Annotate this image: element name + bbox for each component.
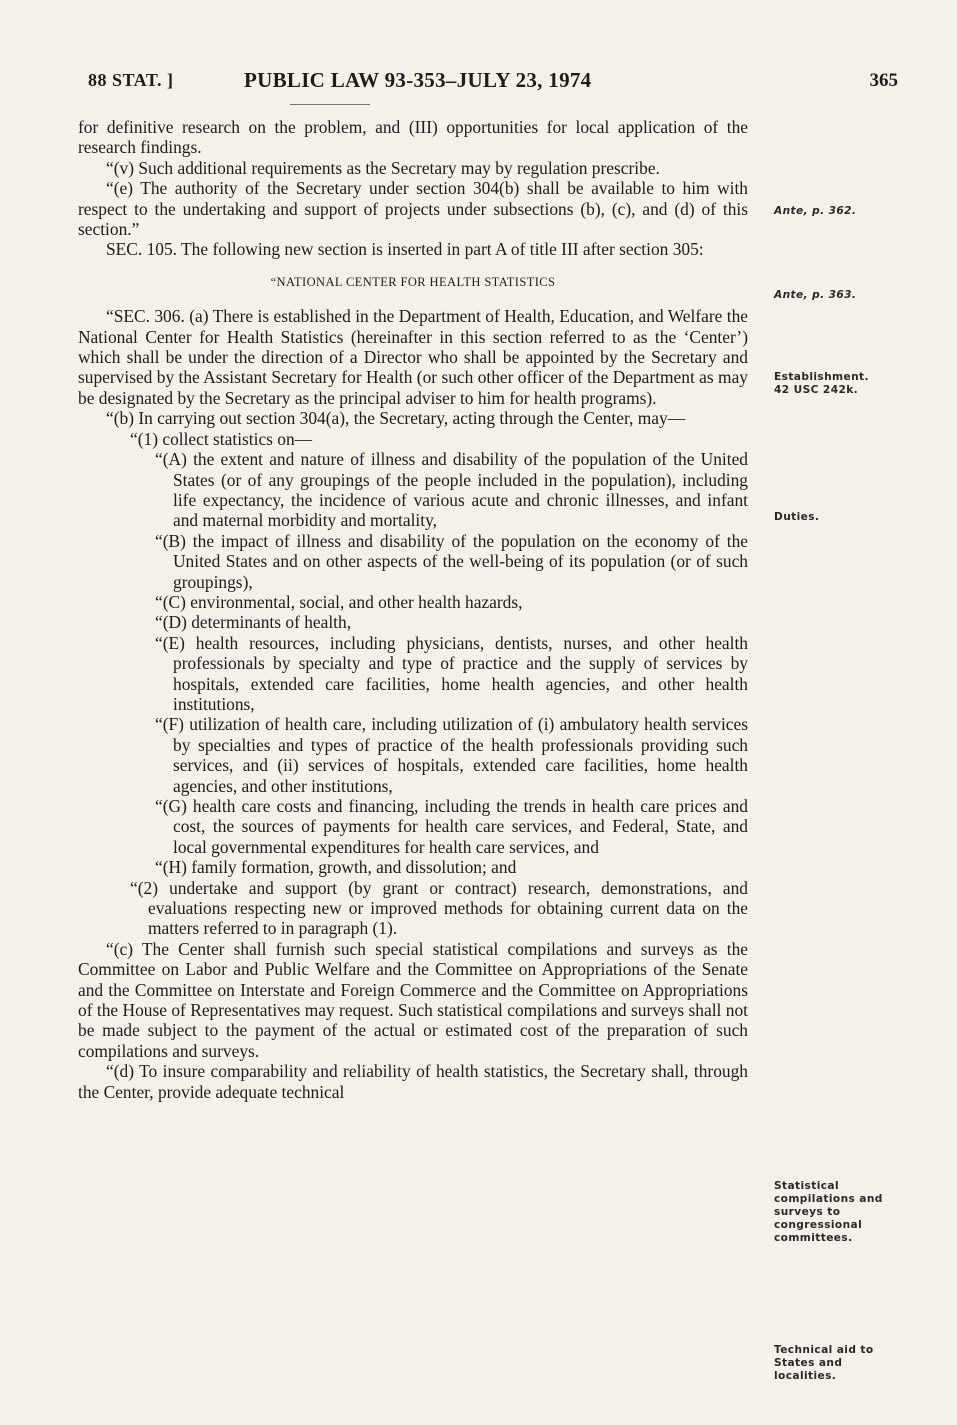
paragraph: “(b) In carrying out section 304(a), the Secretary, acting through the Center, may— bbox=[106, 408, 686, 429]
margin-note-line: 42 USC 242k. bbox=[774, 384, 859, 396]
page-title: PUBLIC LAW 93-353–JULY 23, 1974 bbox=[244, 68, 592, 92]
list-item: “(G) health care costs and financing, including the trends in health care prices and cost, the sources of payments for health care services, and Federal, State, and local governmental expenditures for health care services, and bbox=[155, 796, 748, 857]
document-body bbox=[78, 117, 748, 1102]
list-item: “(C) environmental, social, and other health hazards, bbox=[155, 591, 523, 612]
paragraph: for definitive research on the problem, and (III) opportunities for local application of the research findings. bbox=[78, 117, 748, 158]
margin-note: Statistical compilations and surveys to congressional committees. bbox=[774, 1180, 883, 1244]
paragraph: “(d) To insure comparability and reliability of health statistics, the Secretary shall, through the Center, provide adequate technical bbox=[78, 1061, 748, 1102]
paragraph: “(1) collect statistics on— bbox=[130, 428, 313, 449]
margin-note: Duties. bbox=[774, 511, 820, 523]
list-item: “(H) family formation, growth, and dissolution; and bbox=[155, 857, 517, 878]
margin-note: Technical aid to States and localities. bbox=[774, 1344, 874, 1382]
paragraph: SEC. 105. The following new section is inserted in part A of title III after section 305: bbox=[106, 239, 704, 260]
header-rule bbox=[290, 104, 370, 105]
paragraph: “(e) The authority of the Secretary under section 304(b) shall be available to him with respect to the undertaking and support of projects under subsections (b), (c), and (d) of this section.” bbox=[78, 178, 748, 240]
paragraph: “SEC. 306. (a) There is established in the Department of Health, Education, and Welfare the National Center for Health Statistics (hereinafter in this section referred to as the ‘Center’) which shall be under the direction of a Director who shall be appointed by the Secretary and supervised by the Assistant Secretary for Health (or such other officer of the Department as may be designated by the Secretary as the principal adviser to him for health programs). bbox=[78, 306, 748, 408]
list-item: “(E) health resources, including physicians, dentists, nurses, and other health professionals by specialty and type of practice and the supply of services by hospitals, extended care facilities, home health agencies, and other health institutions, bbox=[155, 632, 748, 714]
margin-note: Ante, p. 362. bbox=[774, 205, 857, 217]
list-item: “(D) determinants of health, bbox=[155, 612, 352, 633]
list-item: “(2) undertake and support (by grant or contract) research, demonstrations, and evaluations respecting new or improved methods for obtaining current data on the matters referred to in paragraph (1). bbox=[130, 877, 748, 939]
list-item: “(B) the impact of illness and disability of the population on the economy of the United States and on other aspects of the well-being of its population (or of such groupings), bbox=[155, 530, 748, 592]
list-item: “(F) utilization of health care, including utilization of (i) ambulatory health services by specialties and types of practice of the health professionals providing such services, and (ii) services of hospitals, extended care facilities, home health agencies, and other institutions, bbox=[155, 714, 748, 796]
list-item: “(A) the extent and nature of illness and disability of the population of the United States (or of any groupings of the people included in the population), including life expectancy, the incidence of various acute and chronic illnesses, and infant and maternal morbidity and mortality, bbox=[155, 449, 748, 531]
statute-citation: 88 STAT. ] bbox=[88, 70, 174, 90]
margin-note-line: Establishment. bbox=[774, 371, 869, 383]
paragraph: “(c) The Center shall furnish such special statistical compilations and surveys as the Committee on Labor and Public Welfare and the Committee on Appropriations of the Senate and the Committee on Interstate and Foreign Commerce and the Committee on Appropriations of the House of Representatives may request. Such statistical compilations and surveys shall not be made subject to the payment of the actual or estimated cost of the preparation of such compilations and surveys. bbox=[78, 938, 748, 1061]
section-heading: “NATIONAL CENTER FOR HEALTH STATISTICS bbox=[270, 274, 556, 289]
page-number: 365 bbox=[869, 70, 898, 91]
page-header bbox=[88, 64, 898, 98]
margin-note: Ante, p. 363. bbox=[774, 289, 857, 301]
paragraph: “(v) Such additional requirements as the Secretary may by regulation prescribe. bbox=[106, 157, 660, 178]
margin-note bbox=[774, 371, 904, 397]
